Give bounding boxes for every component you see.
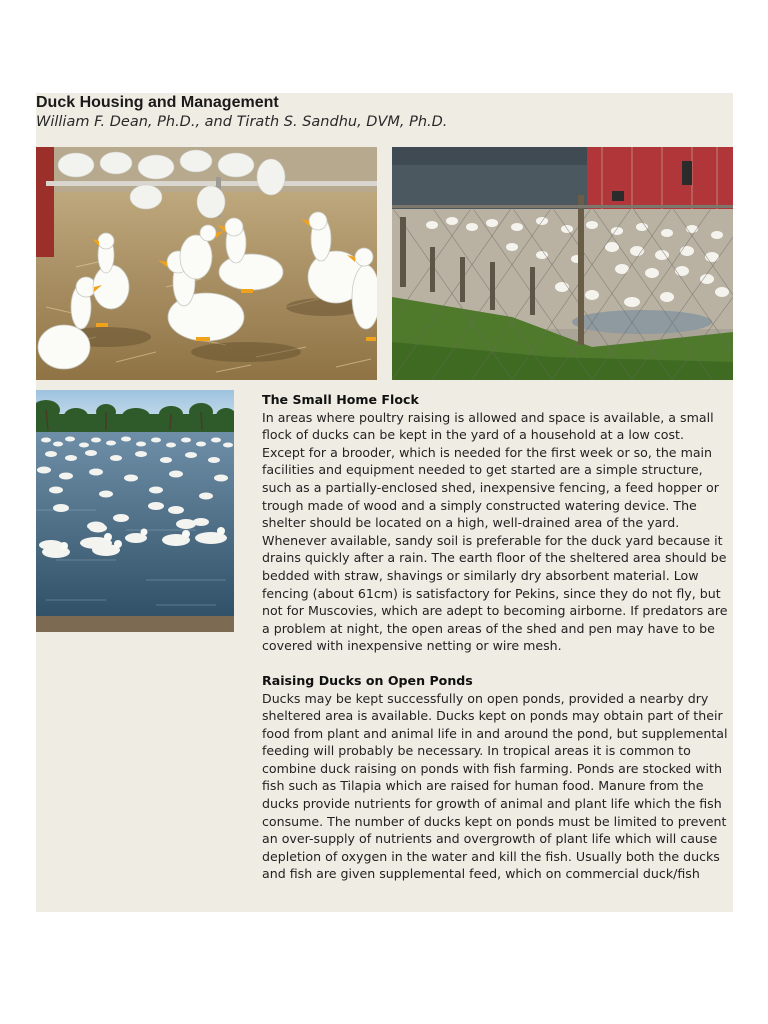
text-line: shelter should be located on a high, well-drained area of the yard. [262,515,680,531]
text-line: consume. The number of ducks kept on ponds must be limited to prevent [262,813,727,829]
text-line: fencing (about 61cm) is satisfactory for Pekins, since they do not fly, but [262,585,721,601]
section-heading: The Small Home Flock [262,392,419,407]
article-body [262,391,732,883]
text-line: feeding will probably be necessary. In tropical areas it is common to [262,743,691,759]
document-authors: William F. Dean, Ph.D., and Tirath S. Sandhu, DVM, Ph.D. [36,114,448,130]
text-line: covered with inexpensive netting or wire mesh. [262,638,562,654]
ducks-in-straw-pen-photo [36,147,377,380]
document-title: Duck Housing and Management [36,94,279,111]
text-line: Ducks may be kept successfully on open ponds, provided a nearby dry [262,690,709,706]
section-open-ponds [262,672,732,883]
section-small-home-flock [262,391,732,655]
text-line: fish such as Tilapia which are raised for human food. Manure from the [262,778,704,794]
text-line: bedded with straw, shavings or similarly dry absorbent material. Low [262,567,699,583]
text-line: an over-supply of nutrients and overgrowth of plant life which will cause [262,831,718,847]
text-line: food from plant and animal life in and around the pond, but supplemental [262,725,728,741]
text-line: combine duck raising on ponds with fish farming. Ponds are stocked with [262,760,722,776]
text-line: ducks provide nutrients for growth of animal and plant life which the fish [262,796,722,812]
text-line: flock of ducks can be kept in the yard of a household at a low cost. [262,427,684,443]
text-line: In areas where poultry raising is allowed and space is available, a small [262,409,714,425]
text-line: sheltered area is available. Ducks kept on ponds may obtain part of their [262,708,723,724]
text-line: trough made of wood and a simply constructed watering device. The [262,497,697,513]
text-line: depletion of oxygen in the water and kill the fish. Usually both the ducks [262,848,720,864]
ducks-on-open-pond-photo [36,390,234,632]
text-line: not for Muscovies, which are adept to becoming airborne. If predators are [262,603,728,619]
text-line: Whenever available, sandy soil is preferable for the duck yard because it [262,532,723,548]
section-heading: Raising Ducks on Open Ponds [262,672,473,688]
text-line: and fish are given supplemental feed, which on commercial duck/fish [262,866,700,882]
text-line: Except for a brooder, which is needed for the first week or so, the main [262,444,713,460]
text-line: a problem at night, the open areas of the shed and pen may have to be [262,620,715,636]
text-line: facilities and equipment needed to get started are a simple structure, [262,462,703,478]
text-line: drains quickly after a rain. The earth floor of the sheltered area should be [262,550,727,566]
text-line: such as a partially-enclosed shed, inexpensive fencing, a feed hopper or [262,479,719,495]
duck-farm-fenced-yard-photo [392,147,733,380]
